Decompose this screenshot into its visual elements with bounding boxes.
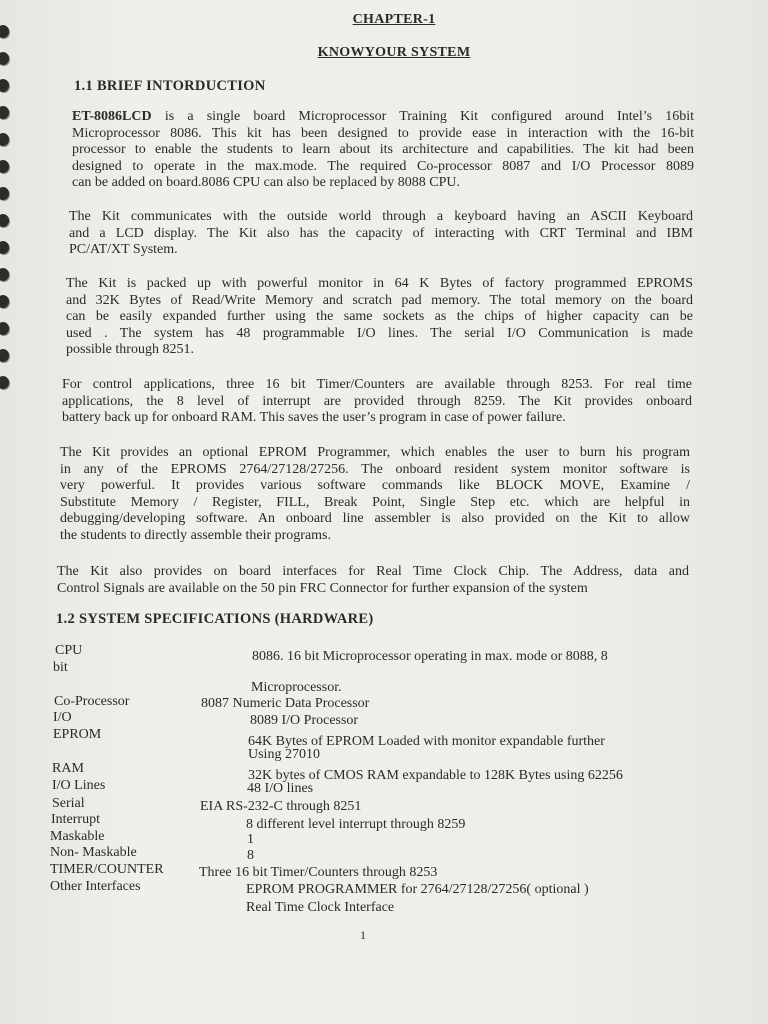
spec-label-io: I/O <box>53 710 72 725</box>
spec-label-timer-counter: TIMER/COUNTER <box>50 862 164 877</box>
spec-label-cpu: CPU <box>55 643 83 658</box>
spec-label-interrupt: Interrupt <box>51 812 100 827</box>
paragraph-line: Substitute Memory / Register, FILL, Break Point, Single Step etc. which are helpful in <box>60 494 690 510</box>
spec-value-other-interfaces-continued: Real Time Clock Interface <box>246 900 395 915</box>
binding-hole <box>0 106 9 119</box>
binding-hole <box>0 268 9 281</box>
binding-hole <box>0 187 9 200</box>
paragraph-line: in any of the EPROMS 2764/27128/27256. The onboard resident system monitor software is <box>60 461 690 477</box>
spec-value-cpu: 8086. 16 bit Microprocessor operating in max. mode or 8088, 8 <box>252 649 608 664</box>
spec-value-io: 8089 I/O Processor <box>250 713 359 728</box>
paragraph-line: The Kit communicates with the outside world through a keyboard having an ASCII Keyboard <box>69 209 693 224</box>
binding-hole <box>0 133 9 146</box>
paragraph-line: The Kit provides an optional EPROM Programmer, which enables the user to burn his program <box>60 445 690 460</box>
paragraph-line: and 32K Bytes of Read/Write Memory and scratch pad memory. The total memory on the board <box>66 292 693 308</box>
section-heading-system-specifications: 1.2 SYSTEM SPECIFICATIONS (HARDWARE) <box>56 611 374 627</box>
paragraph-2 <box>69 209 693 259</box>
spec-value-interrupt: 8 different level interrupt through 8259 <box>246 817 466 832</box>
specifications-table <box>50 641 730 931</box>
paragraph-line: The Kit is packed up with powerful monitor in 64 K Bytes of factory programmed EPROMS <box>66 276 693 291</box>
spec-label-eprom: EPROM <box>53 727 102 742</box>
paragraph-line: can be added on board.8086 CPU can also be replaced by 8088 CPU. <box>72 175 461 191</box>
spec-value-eprom-continued: Using 27010 <box>248 747 320 762</box>
binding-hole <box>0 214 9 227</box>
spec-label-coprocessor: Co-Processor <box>54 694 130 709</box>
spec-value-io-lines: 48 I/O lines <box>247 781 314 796</box>
spec-value-cpu-wrap: bit <box>53 660 68 675</box>
paragraph-4 <box>62 377 692 427</box>
spec-label-non-maskable: Non- Maskable <box>50 845 137 860</box>
spec-label-io-lines: I/O Lines <box>52 778 106 793</box>
paragraph-line: PC/AT/XT System. <box>69 242 178 258</box>
paragraph-line: Control Signals are available on the 50 pin FRC Connector for further expansion of the system <box>57 580 588 596</box>
paragraph-5 <box>60 445 690 545</box>
paragraph-line: processor to enable the students to learn about its architecture and capabilities. The kit had been <box>72 142 694 158</box>
spec-value-coprocessor: 8087 Numeric Data Processor <box>201 696 370 711</box>
product-name: ET-8086LCD <box>72 109 152 124</box>
section-heading-brief-introduction: 1.1 BRIEF INTORDUCTION <box>74 78 266 94</box>
spec-value-maskable: 1 <box>247 832 254 847</box>
spec-value-non-maskable: 8 <box>247 848 254 863</box>
spec-value-serial: EIA RS-232-C through 8251 <box>200 799 362 814</box>
paragraph-6 <box>57 564 689 597</box>
binding-hole <box>0 241 9 254</box>
spec-value-timer-counter: Three 16 bit Timer/Counters through 8253 <box>199 865 438 880</box>
binding-hole <box>0 376 9 389</box>
binding-hole <box>0 160 9 173</box>
binding-hole <box>0 322 9 335</box>
paragraph-line: debugging/developing software. An onboard line assembler is also provided on the Kit to allow <box>60 511 690 527</box>
chapter-title: KNOWYOUR SYSTEM <box>317 45 471 60</box>
paragraph-line: is a single board Microprocessor Training Kit configured around Intel’s 16bit <box>164 109 695 124</box>
paragraph-line: can be easily expanded further using the same sockets as the chips of higher capacity can be <box>66 309 693 325</box>
spec-label-ram: RAM <box>52 761 84 776</box>
paragraph-line: battery back up for onboard RAM. This saves the user’s program in case of power failure. <box>62 410 566 426</box>
paragraph-line: and a LCD display. The Kit also has the capacity of interacting with CRT Terminal and IBM <box>69 225 693 241</box>
paragraph-line: designed to operate in the max.mode. The required Co-processor 8087 and I/O Processor 8089 <box>72 158 694 174</box>
paragraph-3 <box>66 276 693 359</box>
paragraph-line: possible through 8251. <box>66 342 194 358</box>
spec-value-cpu-continued: Microprocessor. <box>251 680 342 695</box>
binding-hole <box>0 79 9 92</box>
paragraph-line: For control applications, three 16 bit Timer/Counters are available through 8253. For real time <box>62 377 692 392</box>
spec-value-other-interfaces: EPROM PROGRAMMER for 2764/27128/27256( optional ) <box>246 882 589 897</box>
binding-hole <box>0 349 9 362</box>
spiral-binding <box>0 0 14 1024</box>
page-number: 1 <box>360 928 366 942</box>
spec-value-ram: 32K bytes of CMOS RAM expandable to 128K Bytes using 62256 <box>248 768 623 783</box>
binding-hole <box>0 295 9 308</box>
paragraph-1 <box>72 109 694 192</box>
paragraph-line: very powerful. It provides various software commands like BLOCK MOVE, Examine / <box>60 478 690 494</box>
spec-label-serial: Serial <box>52 796 85 811</box>
paragraph-line: used . The system has 48 programmable I/O lines. The serial I/O Communication is made <box>66 325 693 341</box>
chapter-label: CHAPTER-1 <box>352 12 436 27</box>
spec-label-maskable: Maskable <box>50 829 105 844</box>
paragraph-line: The Kit also provides on board interfaces for Real Time Clock Chip. The Address, data and <box>57 564 689 579</box>
paragraph-line: Microprocessor 8086. This kit has been designed to provide ease in interaction with the 16-bit <box>72 125 694 141</box>
spec-label-other-interfaces: Other Interfaces <box>50 879 141 894</box>
paragraph-line: the students to directly assemble their programs. <box>60 527 331 543</box>
paragraph-line: applications, the 8 level of interrupt are provided through 8259. The Kit provides onboard <box>62 393 692 409</box>
spec-value-eprom: 64K Bytes of EPROM Loaded with monitor expandable further <box>248 734 605 749</box>
